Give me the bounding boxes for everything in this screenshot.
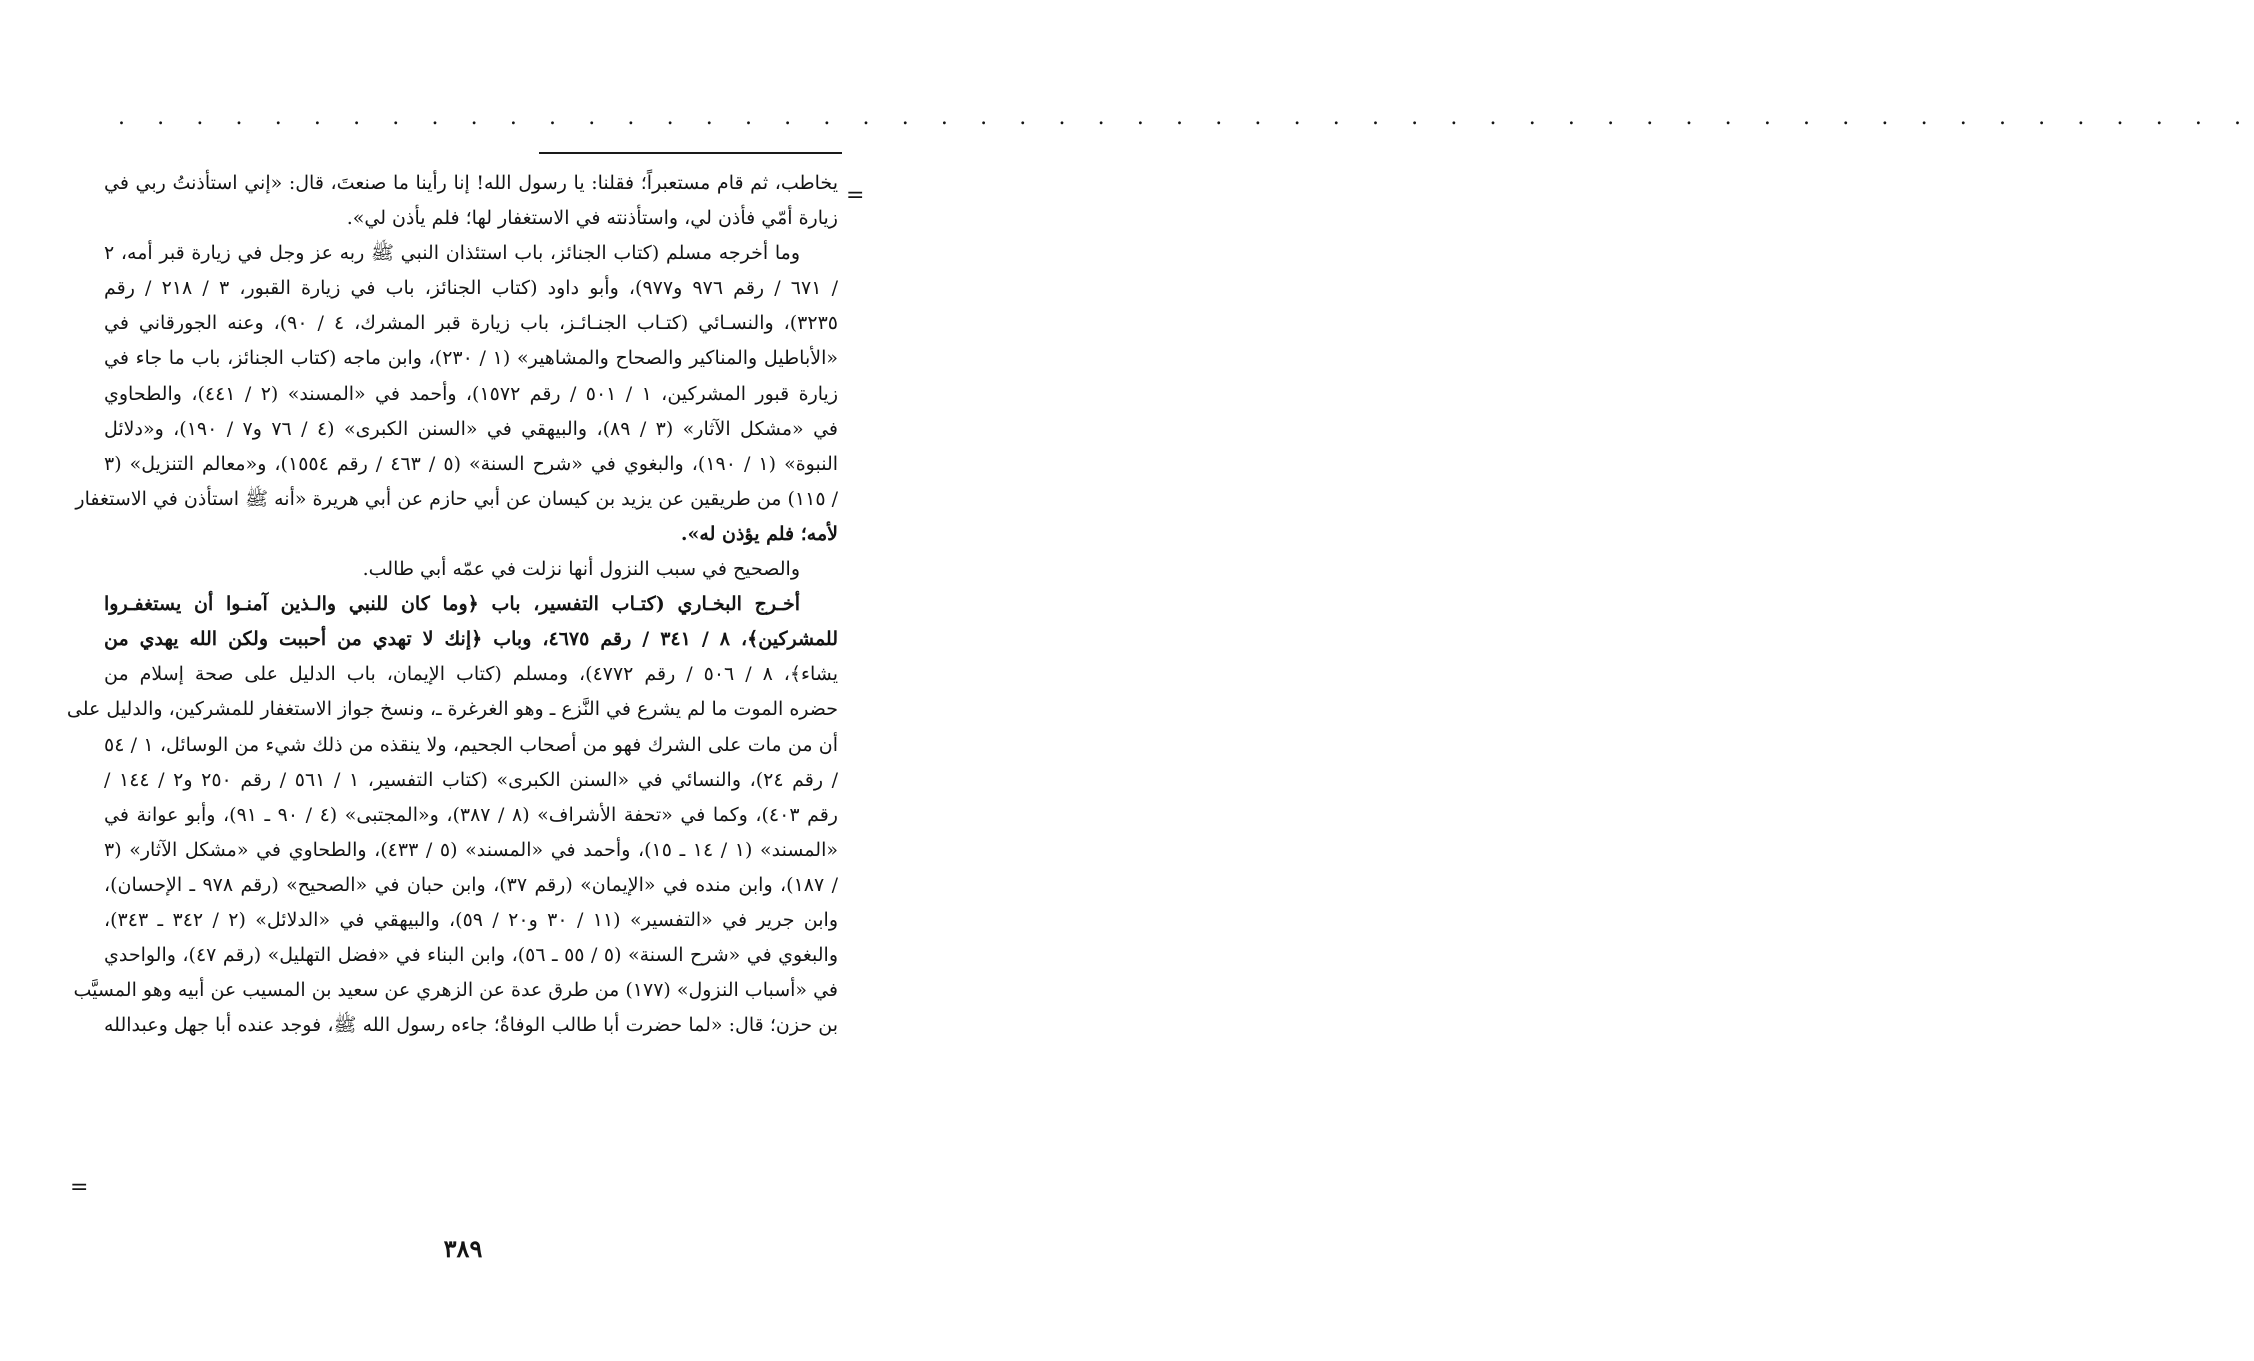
footnote-text-block	[66, 166, 839, 1043]
text-line: النبوة» (١ / ١٩٠)، والبغوي في «شرح السنة» (٥ / ٤٦٣ / رقم ١٥٥٤)، و«معالم التنزيل» (٣	[104, 452, 839, 475]
header-dots: . . . . . . . . . . . . . . . . . . . . . . . . . . . . . . . . . . . . . . . . . . . . . . . . . . . . . . .	[118, 105, 2254, 130]
text-line: «الأباطيل والمناكير والصحاح والمشاهير» (١ / ٢٣٠)، وابن ماجه (كتاب الجنائز، باب ما جاء في	[104, 347, 838, 370]
text-line: / ١١٥) من طريقين عن يزيد بن كيسان عن أبي حازم عن أبي هريرة «أنه ﷺ استأذن في الاستغفار	[75, 487, 838, 510]
text-line: أخـرج البخـاري (كتـاب التفسير، باب ﴿وما كان للنبي والـذين آمنـوا أن يستغفـروا	[104, 593, 800, 616]
text-line: وابن جرير في «التفسير» (١١ / ٣٠ و٢٠ / ٥٩)، والبيهقي في «الدلائل» (٢ / ٣٤٢ ـ ٣٤٣)،	[104, 908, 839, 931]
text-line: أن من مات على الشرك فهو من أصحاب الجحيم، ولا ينقذه من ذلك شيء من الوسائل، ١ / ٥٤	[104, 733, 838, 756]
text-line: والصحيح في سبب النزول أنها نزلت في عمّه أبي طالب.	[362, 558, 800, 581]
text-line: زيارة قبور المشركين، ١ / ٥٠١ / رقم ١٥٧٢)، وأحمد في «المسند» (٢ / ٤٤١)، والطحاوي	[104, 382, 839, 405]
continuation-mark-top: =	[846, 183, 865, 208]
continuation-mark-bottom: =	[70, 1175, 89, 1200]
text-line: / رقم ٢٤)، والنسائي في «السنن الكبرى» (كتاب التفسير، ١ / ٥٦١ / رقم ٢٥٠ و٢ / ١٤٤ /	[104, 768, 839, 791]
text-line: وما أخرجه مسلم (كتاب الجنائز، باب استئذان النبي ﷺ ربه عز وجل في زيارة قبر أمه، ٢	[104, 242, 800, 265]
footnote-separator	[539, 152, 842, 154]
text-line: / ٦٧١ / رقم ٩٧٦ و٩٧٧)، وأبو داود (كتاب الجنائز، باب في زيارة القبور، ٣ / ٢١٨ / رقم	[104, 277, 838, 300]
text-line: في «مشكل الآثار» (٣ / ٨٩)، والبيهقي في «السنن الكبرى» (٤ / ٧٦ و٧ / ١٩٠)، و«دلائل	[104, 417, 838, 440]
text-line: زيارة أمّي فأذن لي، واستأذنته في الاستغفار لها؛ فلم يأذن لي».	[346, 207, 838, 230]
text-line: يشاء﴾، ٨ / ٥٠٦ / رقم ٤٧٧٢)، ومسلم (كتاب الإيمان، باب الدليل على صحة إسلام من	[104, 663, 838, 686]
text-line: «المسند» (١ / ١٤ ـ ١٥)، وأحمد في «المسند» (٥ / ٤٣٣)، والطحاوي في «مشكل الآثار» (٣	[104, 838, 838, 861]
text-line: بن حزن؛ قال: «لما حضرت أبا طالب الوفاةُ؛ جاءه رسول الله ﷺ، فوجد عنده أبا جهل وعبدالله	[104, 1014, 838, 1037]
text-line: / ١٨٧)، وابن منده في «الإيمان» (رقم ٣٧)، وابن حبان في «الصحيح» (رقم ٩٧٨ ـ الإحسان)،	[104, 873, 838, 896]
text-line: للمشركين﴾، ٨ / ٣٤١ / رقم ٤٦٧٥، وباب ﴿إنك لا تهدي من أحببت ولكن الله يهدي من	[104, 628, 839, 651]
text-line: حضره الموت ما لم يشرع في النَّزع ـ وهو الغرغرة ـ، ونسخ جواز الاستغفار للمشركين، والدليل على	[66, 698, 838, 721]
text-line: ٣٢٣٥)، والنسـائي (كتـاب الجنـائـز، باب زيارة قبر المشرك، ٤ / ٩٠)، وعنه الجورقاني في	[104, 312, 838, 335]
text-line: رقم ٤٠٣)، وكما في «تحفة الأشراف» (٨ / ٣٨٧)، و«المجتبى» (٤ / ٩٠ ـ ٩١)، وأبو عوانة في	[104, 803, 838, 826]
text-line: يخاطب، ثم قام مستعبراً؛ فقلنا: يا رسول الله! إنا رأينا ما صنعتَ، قال: «إني استأذنتُ ربي في	[104, 172, 838, 194]
text-line: في «أسباب النزول» (١٧٧) من طرق عدة عن الزهري عن سعيد بن المسيب عن أبيه وهو المسيَّب	[73, 979, 838, 1002]
text-line: لأمه؛ فلم يؤذن له».	[680, 522, 838, 545]
text-line: والبغوي في «شرح السنة» (٥ / ٥٥ ـ ٥٦)، وابن البناء في «فضل التهليل» (رقم ٤٧)، والواحدي	[104, 944, 838, 967]
page-number: ٣٨٩	[443, 1234, 483, 1263]
